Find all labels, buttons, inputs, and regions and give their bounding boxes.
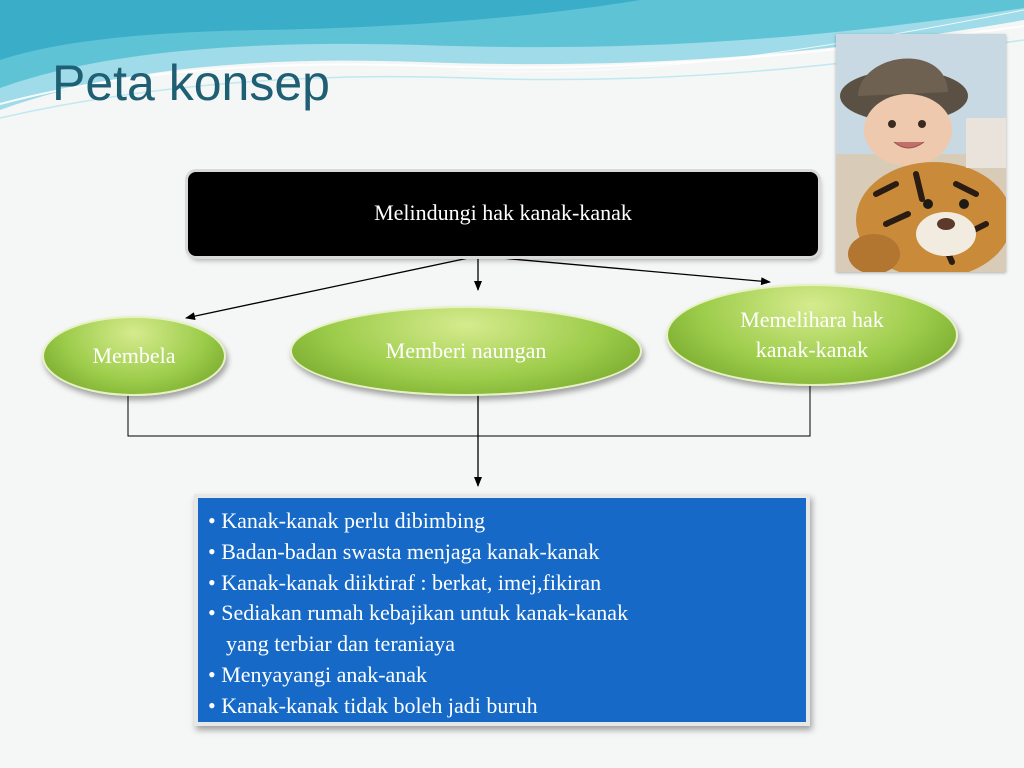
page-title: Peta konsep [52, 55, 330, 111]
root-concept-label: Melindungi hak kanak-kanak [374, 200, 632, 225]
list-item: • Kanak-kanak perlu dibimbing [208, 508, 486, 533]
branch-memelihara-label-line1: Memelihara hak [740, 307, 884, 332]
branch-membela [42, 316, 226, 396]
list-item-continuation [208, 629, 806, 660]
list-item: • Sediakan rumah kebajikan untuk kanak-kanak [208, 600, 629, 626]
branch-memelihara-label-line2: kanak-kanak [755, 337, 869, 362]
outcomes-box [194, 494, 810, 726]
branch-memelihara [666, 284, 958, 386]
list-item: • Menyayangi anak-anak [208, 661, 428, 687]
branch-memberi-naungan [290, 306, 642, 396]
arrow-to-memelihara [478, 256, 770, 282]
root-concept-box [188, 172, 818, 256]
list-item: • Kanak-kanak diiktiraf : berkat, imej,fikiran [208, 569, 602, 595]
list-item: • Badan-badan swasta menjaga kanak-kanak [208, 538, 600, 564]
outcomes-list [208, 506, 806, 722]
branch-membela-label: Membela [92, 343, 176, 368]
list-item: • Kanak-kanak tidak boleh jadi buruh [208, 692, 538, 718]
branch-memberi-naungan-label: Memberi naungan [385, 338, 547, 363]
continuation-text: yang terbiar dan teraniaya [226, 631, 456, 657]
